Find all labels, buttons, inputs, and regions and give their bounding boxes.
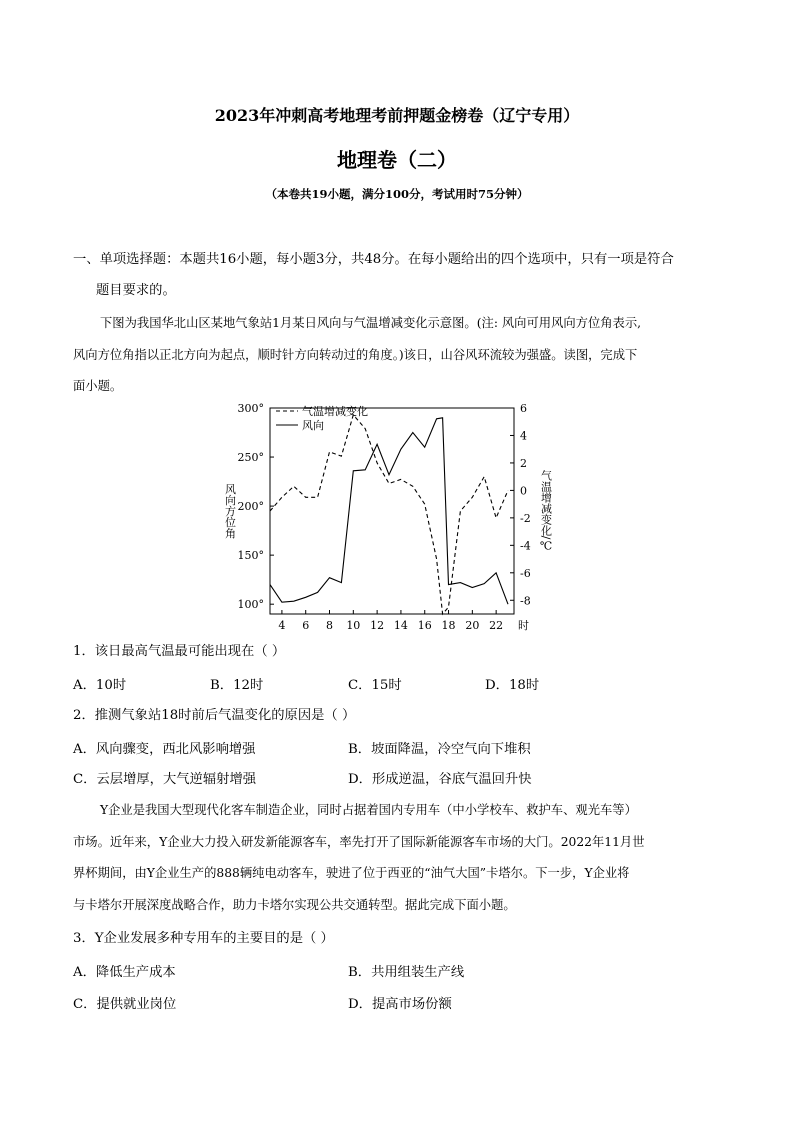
exam-title: 2023年冲刺高考地理考前押题金榜卷（辽宁专用） bbox=[214, 106, 580, 125]
x-tick-label: 20 bbox=[465, 619, 480, 632]
x-tick-label: 6 bbox=[302, 619, 310, 632]
chart-axes bbox=[270, 408, 514, 614]
right-tick-label: 4 bbox=[520, 429, 527, 443]
right-tick-label: -8 bbox=[520, 594, 531, 608]
left-tick-label: 300° bbox=[237, 402, 264, 415]
q2-option-c[interactable]: C．云层增厚，大气逆辐射增强 bbox=[73, 772, 257, 787]
left-tick-label: 100° bbox=[237, 598, 264, 612]
x-tick-label: 4 bbox=[278, 619, 286, 632]
q3-option-c[interactable]: C．提供就业岗位 bbox=[73, 997, 177, 1012]
q1-option-c[interactable]: C．15时 bbox=[348, 678, 402, 693]
paper-subtitle: 地理卷（二） bbox=[337, 148, 457, 172]
q1-option-a[interactable]: A．10时 bbox=[73, 678, 127, 693]
right-axis-label: 气温增减变化/℃ bbox=[539, 469, 553, 553]
wind-temperature-chart bbox=[214, 398, 554, 638]
right-tick-label: -2 bbox=[520, 511, 531, 525]
chart-series bbox=[270, 415, 508, 614]
q3-stem: 3．Y企业发展多种专用车的主要目的是（ ） bbox=[73, 931, 334, 946]
x-tick-label: 16 bbox=[417, 619, 432, 632]
intro2-line3: 界杯期间，由Y企业生产的888辆纯电动客车，驶进了位于西亚的“油气大国”卡塔尔。下一步，Y企业将 bbox=[73, 866, 630, 880]
left-axis-label: 风向方位角 bbox=[223, 483, 237, 539]
legend-label: 风向 bbox=[302, 419, 324, 432]
q2-option-d[interactable]: D．形成逆温，谷底气温回升快 bbox=[348, 772, 532, 787]
legend-label: 气温增减变化 bbox=[302, 405, 368, 418]
wind-direction-line bbox=[270, 418, 508, 604]
right-tick-label: 6 bbox=[520, 402, 527, 415]
intro1-line3: 面小题。 bbox=[73, 379, 123, 393]
x-tick-label: 8 bbox=[326, 619, 334, 632]
exam-info: （本卷共19小题，满分100分，考试用时75分钟） bbox=[265, 187, 529, 201]
right-tick-label: 2 bbox=[520, 456, 527, 470]
x-tick-label: 22 bbox=[489, 619, 504, 632]
q3-option-a[interactable]: A．降低生产成本 bbox=[73, 965, 176, 980]
section-heading-line2: 题目要求的。 bbox=[96, 283, 176, 298]
right-tick-label: -6 bbox=[520, 566, 531, 580]
x-tick-label: 14 bbox=[393, 619, 408, 632]
intro1-line1: 下图为我国华北山区某地气象站1月某日风向与气温增减变化示意图。(注: 风向可用风向方位角表示, bbox=[100, 316, 642, 330]
q3-option-d[interactable]: D．提高市场份额 bbox=[348, 997, 452, 1012]
section-heading-line1: 一、单项选择题：本题共16小题，每小题3分，共48分。在每小题给出的四个选项中，只有一项是符合 bbox=[73, 252, 674, 267]
x-tick-label: 18 bbox=[441, 619, 456, 632]
intro2-line4: 与卡塔尔开展深度战略合作，助力卡塔尔实现公共交通转型。据此完成下面小题。 bbox=[73, 898, 516, 912]
right-tick-label: 0 bbox=[520, 484, 527, 498]
q2-option-a[interactable]: A．风向骤变，西北风影响增强 bbox=[73, 742, 256, 757]
left-tick-label: 150° bbox=[237, 549, 264, 563]
right-tick-label: -4 bbox=[520, 539, 531, 553]
x-axis-label: 时 bbox=[518, 619, 529, 632]
intro1-line2: 风向方位角指以正北方向为起点，顺时针方向转动过的角度。)该日，山谷风环流较为强盛。读图，完成下 bbox=[73, 348, 638, 362]
q3-option-b[interactable]: B．共用组装生产线 bbox=[348, 965, 465, 980]
plot-frame bbox=[270, 408, 514, 614]
q1-option-b[interactable]: B．12时 bbox=[210, 678, 264, 693]
chart-ticks bbox=[224, 402, 553, 632]
q1-option-d[interactable]: D．18时 bbox=[485, 678, 540, 693]
temperature-change-line bbox=[270, 415, 508, 614]
left-tick-label: 250° bbox=[237, 451, 264, 465]
x-tick-label: 12 bbox=[370, 619, 385, 632]
intro2-line1: Y企业是我国大型现代化客车制造企业，同时占据着国内专用车（中小学校车、救护车、观光车等） bbox=[100, 803, 637, 817]
q1-stem: 1．该日最高气温最可能出现在（ ） bbox=[73, 644, 286, 659]
q2-option-b[interactable]: B．坡面降温，冷空气向下堆积 bbox=[348, 742, 531, 757]
left-tick-label: 200° bbox=[237, 500, 264, 514]
q2-stem: 2．推测气象站18时前后气温变化的原因是（ ） bbox=[73, 708, 356, 723]
intro2-line2: 市场。近年来，Y企业大力投入研发新能源客车，率先打开了国际新能源客车市场的大门。2022年11月世 bbox=[73, 835, 645, 849]
x-tick-label: 10 bbox=[346, 619, 361, 632]
